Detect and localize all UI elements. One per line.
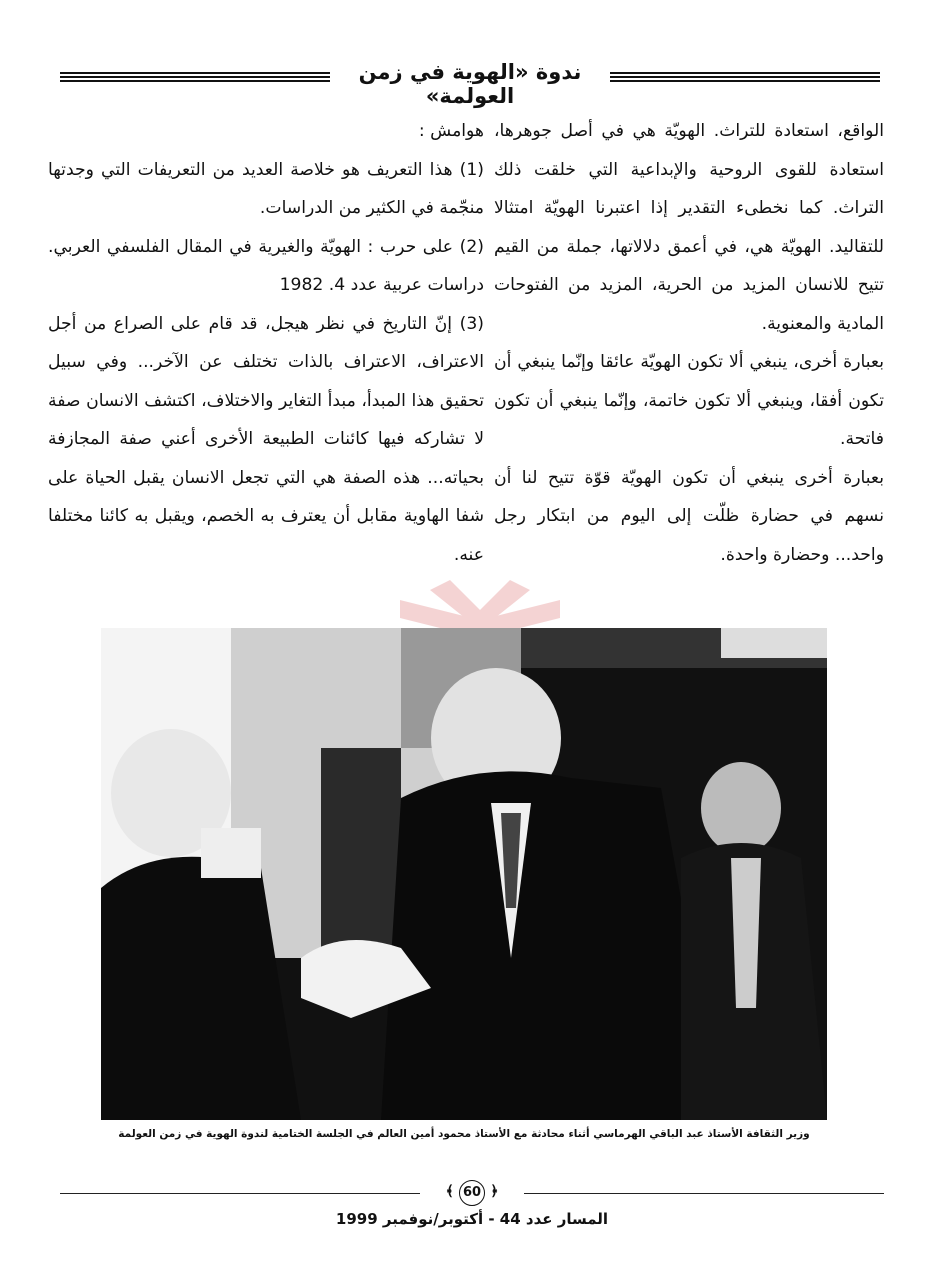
- footnote-2: (2) على حرب : الهويّة والغيرية في المقال الفلسفي العربي. دراسات عربية عدد 4. 1982: [48, 236, 484, 295]
- footnotes-heading: هوامش :: [418, 121, 484, 141]
- main-text-column: [494, 112, 884, 574]
- publication-info: المسار عدد 44 - أكتوبر/نوفمبر 1999: [335, 1210, 609, 1228]
- ornament-icon-right: ﴾: [445, 1183, 454, 1200]
- footnote-3: (3) إنّ التاريخ في نظر هيجل، قد قام على الصراع من أجل الاعتراف، الاعتراف بالذات تختلف عن الآخر... وفي سبيل تحقيق هذا المبدأ، مبدأ التغاير والاختلاف، اكتشف الانسان صفة لا تشاركه فيها كائنات الطبيعة الأخرى أعني صفة المجازفة بحياته... هذه الصفة هي التي تجعل الانسان يقبل الحياة على شفا الهاوية مقابل أن يعترف به الخصم، ويقبل به كائنا مختلفا عنه.: [48, 313, 484, 565]
- ornament-icon-left: ﴿: [490, 1183, 499, 1200]
- header-rule-left: [60, 72, 330, 82]
- page-number-block: [434, 1178, 510, 1208]
- photo-image: [101, 628, 827, 1120]
- paragraph-1: الواقع، استعادة للتراث. الهويّة هي في أصل جوهرها، استعادة للقوى الروحية والإبداعية التي خلقت ذلك التراث. كما نخطىء التقدير إذا اعتبرنا الهويّة امتثالا للتقاليد. الهويّة هي، في أعمق دلالاتها، جملة من القيم تتيح للانسان المزيد من الحرية، المزيد من الفتوحات المادية والمعنوية.: [494, 121, 884, 334]
- paragraph-3: بعبارة أخرى ينبغي أن تكون الهويّة قوّة تتيح لنا أن نسهم في حضارة ظلّت إلى اليوم من ابتكار رجل واحد... وحضارة واحدة.: [494, 467, 884, 565]
- footer-rule-right: [524, 1193, 884, 1194]
- footnote-1: (1) هذا التعريف هو خلاصة العديد من التعريفات التي وجدتها منجّمة في الكثير من الدراسات.: [48, 159, 484, 218]
- footer-rule-left: [60, 1193, 420, 1194]
- header-title: ندوة «الهوية في زمن العولمة»: [358, 60, 582, 108]
- page-number: 60: [459, 1180, 485, 1206]
- photo-caption: وزير الثقافة الأستاذ عبد الباقي الهرماسي أثناء محادثة مع الأستاذ محمود أمين العالم في الجلسة الختامية لندوة الهوية في زمن العولمة: [118, 1128, 810, 1140]
- page-header: [60, 58, 880, 108]
- paragraph-2: بعبارة أخرى، ينبغي ألا تكون الهويّة عائقا وإنّما ينبغي أن تكون أفقا، وينبغي ألا تكون خاتمة، وإنّما ينبغي أن تكون فاتحة.: [494, 352, 884, 449]
- header-rule-right: [610, 72, 880, 82]
- footnotes-column: [48, 112, 484, 574]
- event-photo: [101, 628, 827, 1120]
